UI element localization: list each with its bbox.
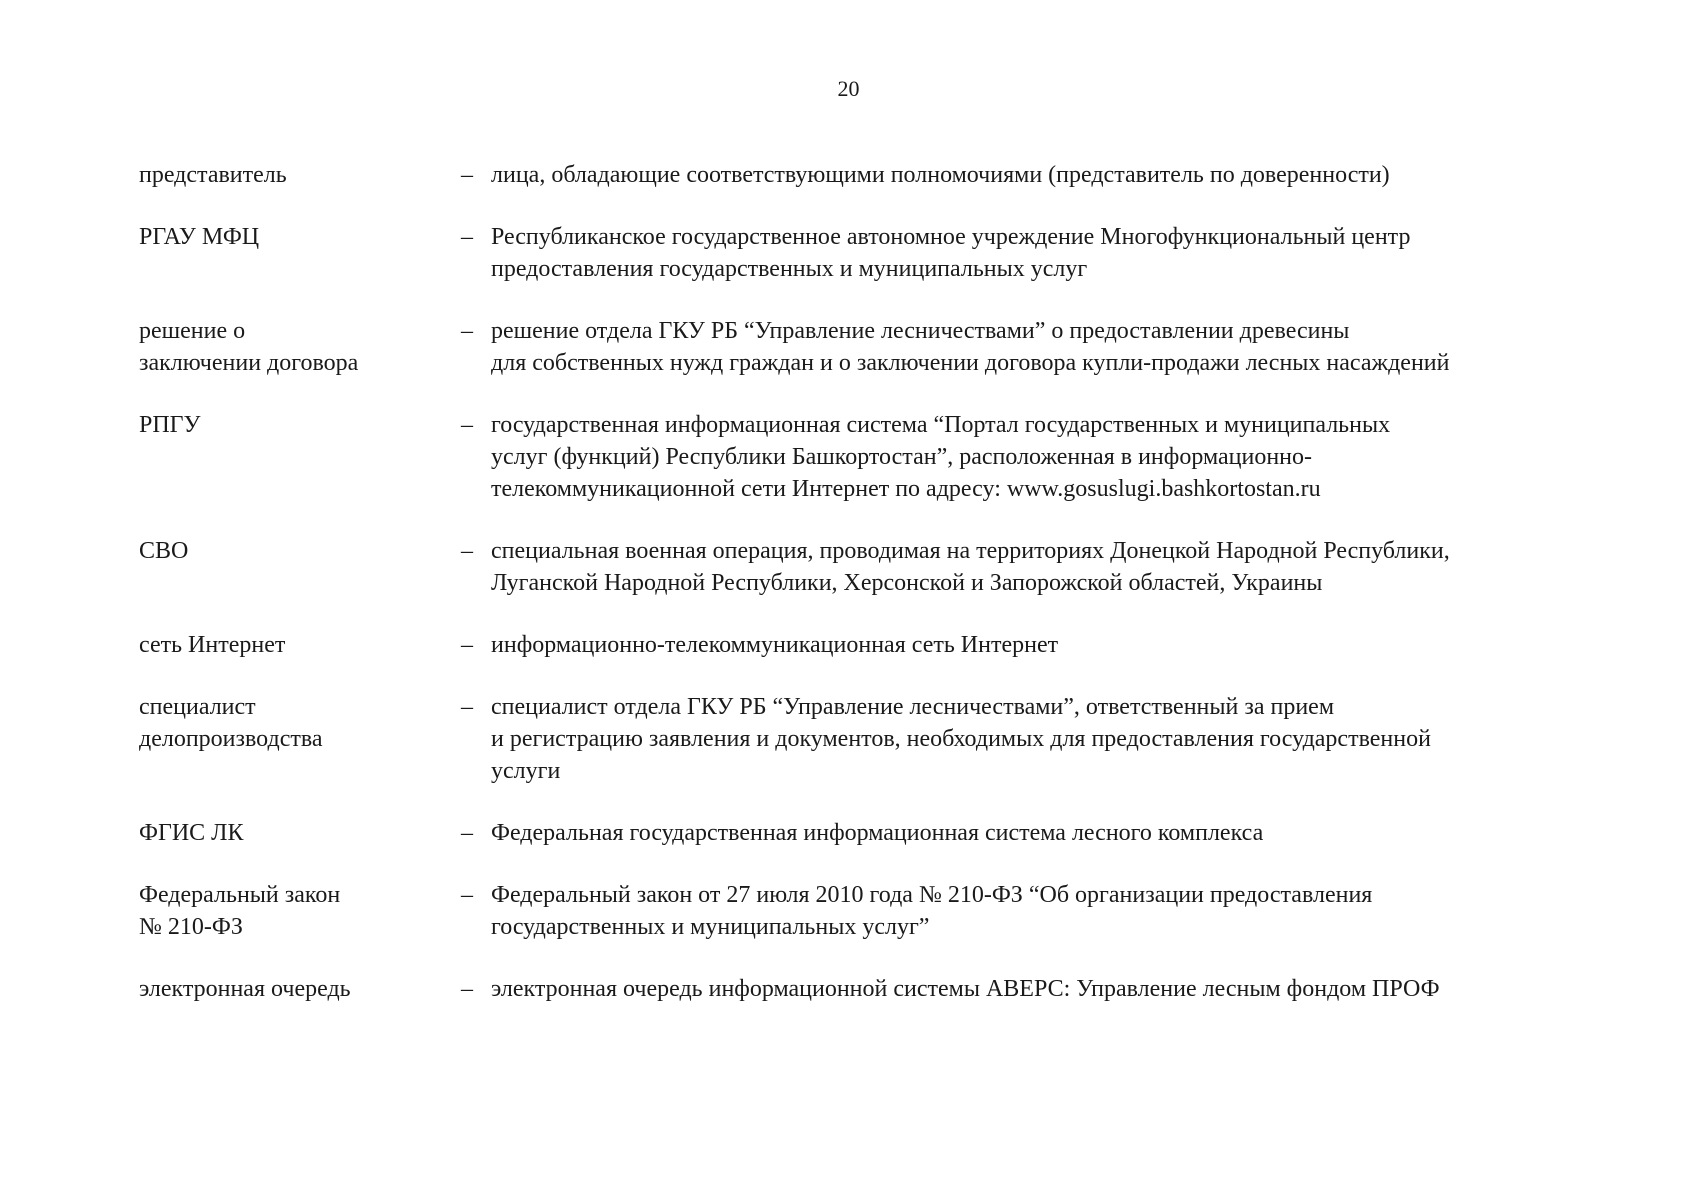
dash-separator: – <box>461 820 473 846</box>
dash-separator: – <box>461 632 473 658</box>
glossary-definition: Федеральный закон от 27 июля 2010 года № 210-ФЗ “Об организации предоставления государственных и муниципальных услуг” <box>491 882 1373 940</box>
dash-separator: – <box>461 412 473 438</box>
glossary-entry-fgis-lk <box>139 817 1589 849</box>
dash-separator: – <box>461 694 473 720</box>
glossary-entry-specialist <box>139 691 1589 787</box>
glossary-entry-rpgu <box>139 409 1589 505</box>
page-number: 20 <box>837 76 860 101</box>
glossary-entry-predstavitel <box>139 159 1589 191</box>
glossary-term: электронная очередь <box>139 976 351 1002</box>
glossary-definition: информационно-телекоммуникационная сеть Интернет <box>491 632 1059 658</box>
dash-separator: – <box>461 224 473 250</box>
glossary-definition: государственная информационная система “Портал государственных и муниципальных услуг (функций) Республики Башкортостан”, расположенная в информационно- телекоммуникационной сети Интернет по адресу: www.gosuslugi.bashkortostan.ru <box>491 412 1391 502</box>
glossary-term: сеть Интернет <box>139 632 286 658</box>
glossary-definition: Республиканское государственное автономное учреждение Многофункциональный центр предоставления государственных и муниципальных услуг <box>491 224 1411 282</box>
glossary-entry-reshenie <box>139 315 1589 379</box>
glossary-term: Федеральный закон № 210-ФЗ <box>139 882 341 940</box>
glossary-term: СВО <box>139 538 189 564</box>
dash-separator: – <box>461 882 473 908</box>
glossary-term: представитель <box>139 162 287 188</box>
dash-separator: – <box>461 162 473 188</box>
glossary-definition: специальная военная операция, проводимая на территориях Донецкой Народной Республики, Луганской Народной Республики, Херсонской и Запорожской областей, Украины <box>491 538 1450 596</box>
glossary-term: РПГУ <box>139 412 201 438</box>
glossary-definition: электронная очередь информационной системы АВЕРС: Управление лесным фондом ПРОФ <box>491 976 1440 1002</box>
glossary-entry-rgau-mfc <box>139 221 1589 285</box>
glossary-definition: специалист отдела ГКУ РБ “Управление лесничествами”, ответственный за прием и регистрацию заявления и документов, необходимых для предоставления государственной услуги <box>491 694 1431 784</box>
glossary-definition: Федеральная государственная информационная система лесного комплекса <box>491 820 1264 846</box>
dash-separator: – <box>461 976 473 1002</box>
glossary-entry-set-internet <box>139 629 1589 661</box>
glossary-term: ФГИС ЛК <box>139 820 244 846</box>
dash-separator: – <box>461 318 473 344</box>
dash-separator: – <box>461 538 473 564</box>
glossary-entry-federal-law <box>139 879 1589 943</box>
glossary-definition: решение отдела ГКУ РБ “Управление лесничествами” о предоставлении древесины для собственных нужд граждан и о заключении договора купли-продажи лесных насаждений <box>491 318 1450 376</box>
glossary-term: РГАУ МФЦ <box>139 224 260 250</box>
glossary-term: специалист делопроизводства <box>139 694 323 752</box>
glossary-list <box>139 159 1589 1035</box>
glossary-term: решение о заключении договора <box>139 318 359 376</box>
glossary-entry-svo <box>139 535 1589 599</box>
glossary-entry-electronic-queue <box>139 973 1589 1005</box>
glossary-definition: лица, обладающие соответствующими полномочиями (представитель по доверенности) <box>491 162 1390 188</box>
